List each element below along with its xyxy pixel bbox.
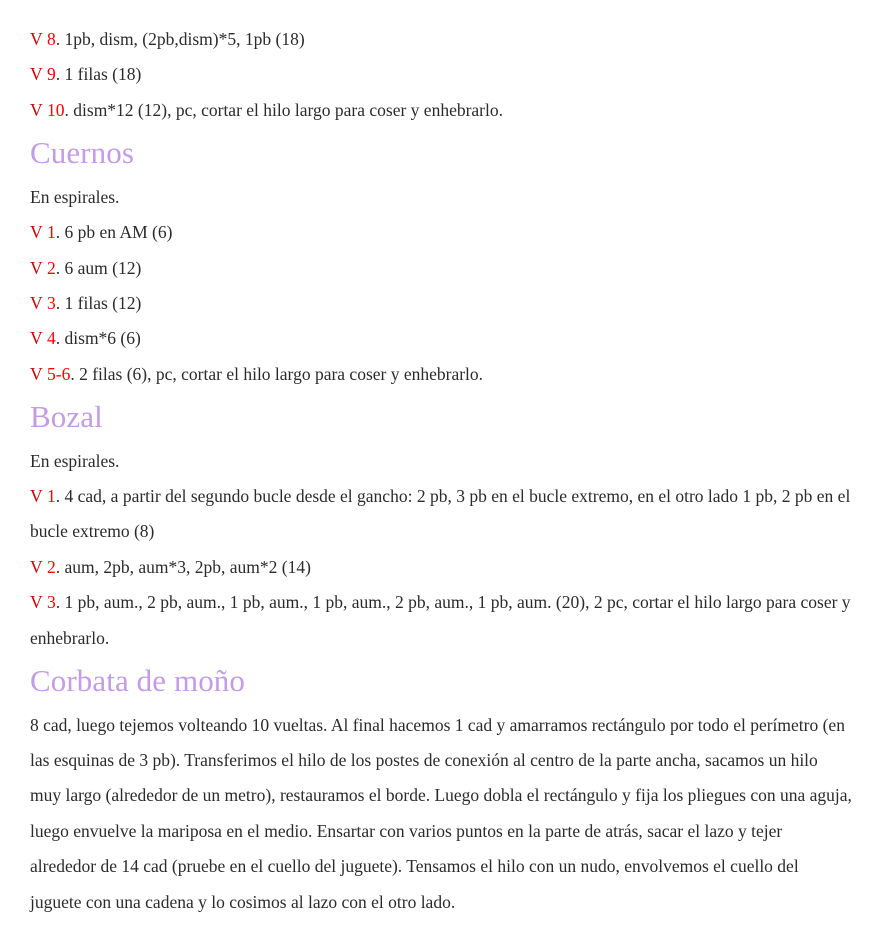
pattern-row [30,321,852,356]
round-separator: . [55,556,61,577]
round-separator: . [55,64,61,85]
round-separator: . [55,222,61,243]
round-separator: . [55,257,61,278]
round-separator: . [55,592,61,613]
round-text: 6 aum (12) [64,257,142,278]
section-note: En espirales. [30,450,120,471]
pattern-row [30,93,852,128]
round-text: dism*12 (12), pc, cortar el hilo largo para coser y enhebrarlo. [73,99,503,120]
pattern-row [30,57,852,92]
pattern-row [30,251,852,286]
pattern-row [30,550,852,585]
round-marker: V [30,486,43,506]
round-marker: V [30,29,43,49]
round-separator: . [70,363,75,384]
round-number: 10 [47,99,65,120]
round-marker: V [30,99,43,120]
round-number: 5-6 [47,363,71,384]
round-marker: V [30,257,43,278]
round-number: 2 [47,556,56,577]
round-marker: V [30,292,43,313]
round-marker: V [30,363,43,384]
pattern-row [30,357,852,392]
round-text: aum, 2pb, aum*3, 2pb, aum*2 (14) [64,556,311,577]
pattern-row [30,479,852,550]
round-separator: . [64,99,69,120]
round-text: 1 filas (12) [64,292,142,313]
intro-rounds-block [30,22,852,128]
round-marker: V [30,222,43,243]
round-separator: . [55,486,61,506]
round-text: 1 pb, aum., 2 pb, aum., 1 pb, aum., 1 pb, aum., 2 pb, aum., 1 pb, aum. (20), 2 pc, cortar el hilo largo para coser y enhebrarlo. [30,592,851,648]
round-marker: V [30,556,43,577]
round-marker: V [30,64,43,85]
section-bozal [30,400,852,656]
round-number: 3 [47,292,56,313]
section-heading: Corbata de moño [30,663,246,699]
round-number: 3 [47,592,56,613]
round-text: 1pb, dism, (2pb,dism)*5, 1pb (18) [64,29,305,49]
section-heading: Cuernos [30,135,135,171]
round-number: 1 [47,486,56,506]
section-corbata-de-mono [30,664,852,920]
round-text: 2 filas (6), pc, cortar el hilo largo para coser y enhebrarlo. [79,363,484,384]
section-heading: Bozal [30,399,103,435]
round-marker: V [30,592,43,613]
round-text: 1 filas (18) [64,64,142,85]
section-cuernos [30,136,852,392]
pattern-row [30,286,852,321]
round-number: 4 [47,328,56,349]
round-text: 6 pb en AM (6) [64,222,173,243]
round-separator: . [55,29,61,49]
round-separator: . [55,292,61,313]
section-paragraph: 8 cad, luego tejemos volteando 10 vueltas. Al final hacemos 1 cad y amarramos rectángulo por todo el perímetro (en las esquinas de 3 pb). Transferimos el hilo de los postes de conexión al centro de la parte ancha, sacamos un hilo muy largo (alrededor de un metro), restauramos el borde. Luego dobla el rectángulo y fija los pliegues con una aguja, luego envuelve la mariposa en el medio. Ensartar con varios puntos en la parte de atrás, sacar el lazo y tejer alrededor de 14 cad (pruebe en el cuello del juguete). Tensamos el hilo con un nudo, envolvemos el cuello del juguete con una cadena y lo cosimos al lazo con el otro lado. [30,714,852,912]
round-separator: . [55,328,61,349]
round-text: 4 cad, a partir del segundo bucle desde el gancho: 2 pb, 3 pb en el bucle extremo, en el otro lado 1 pb, 2 pb en el bucle extremo (8) [30,486,851,542]
section-note: En espirales. [30,186,120,207]
round-number: 2 [47,257,56,278]
round-marker: V [30,328,43,349]
round-number: 8 [47,29,56,49]
round-number: 1 [47,222,56,243]
pattern-row [30,215,852,250]
pattern-row [30,585,852,656]
pattern-row [30,22,852,57]
round-number: 9 [47,64,56,85]
round-text: dism*6 (6) [64,328,141,349]
